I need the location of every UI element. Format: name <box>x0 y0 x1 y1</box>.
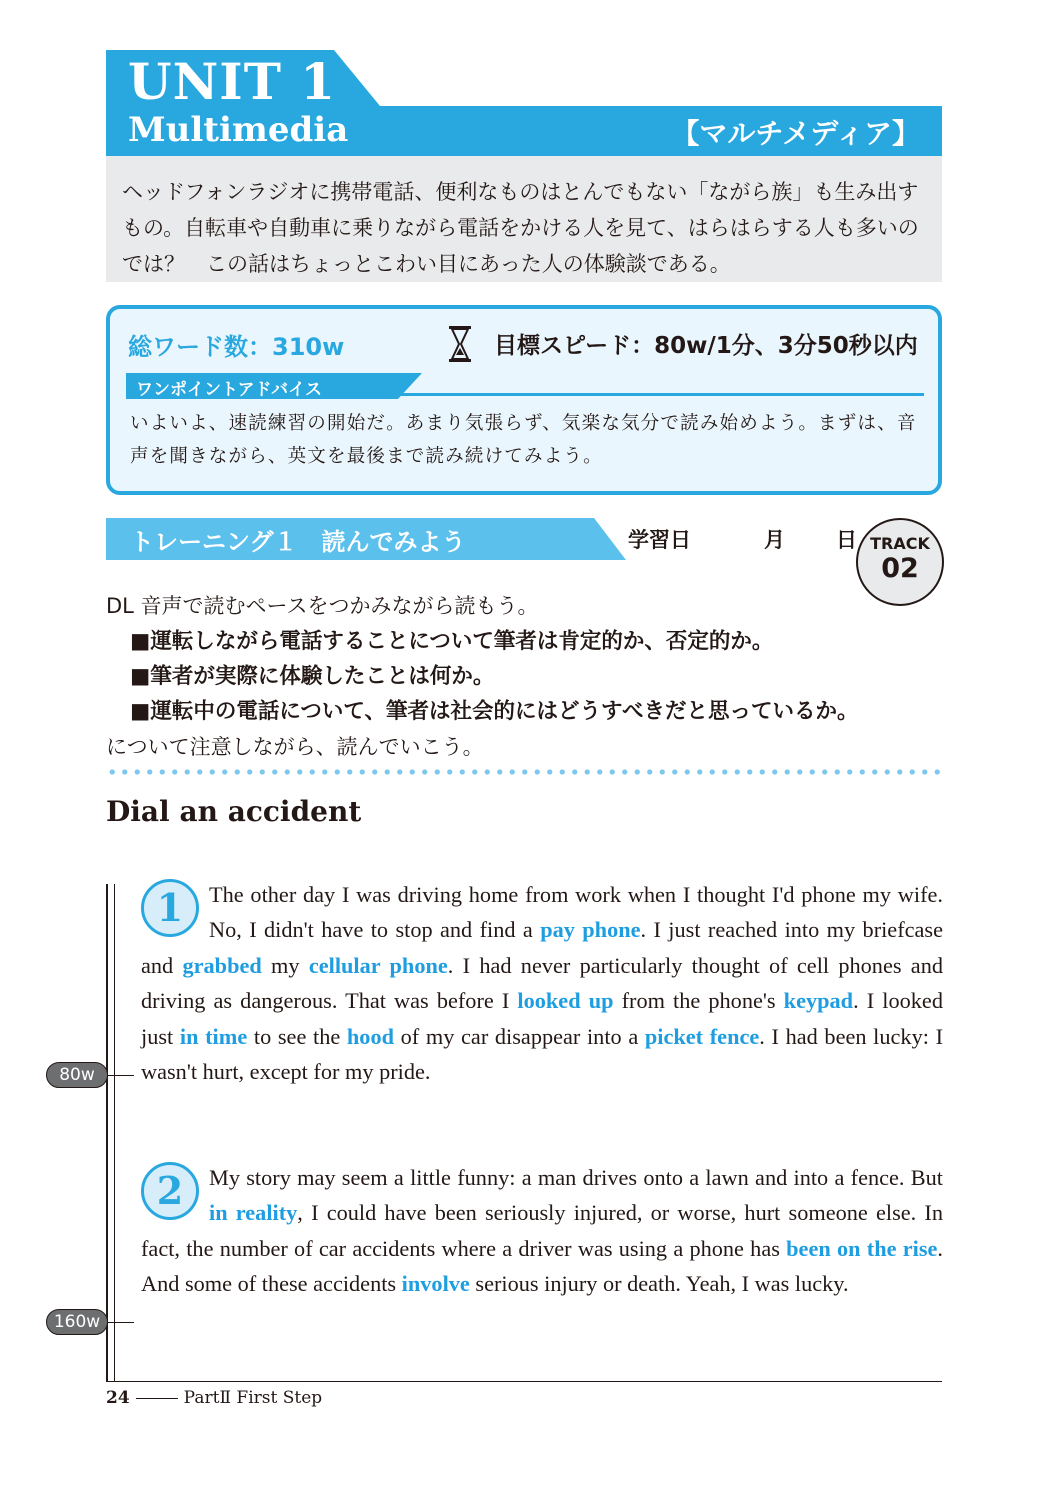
question-1: ■運転しながら電話することについて筆者は肯定的か、否定的か。 <box>130 629 774 654</box>
instruction: DL 音声で読むペースをつかみながら読もう。 <box>106 594 539 618</box>
track-badge <box>856 518 944 606</box>
unit-intro: ヘッドフォンラジオに携帯電話、便利なものはとんでもない「ながら族」も生み出すもの。自転車や自動車に乗りながら電話をかける人を見て、はらはらする人も多いのでは？ この話はちょっとこわい目にあった人の体験談である。 <box>106 156 942 282</box>
advice-label: ワンポイントアドバイス <box>136 380 322 400</box>
paragraph-text-segment: . And some of these accidents <box>141 1235 943 1297</box>
paragraph-text-segment: . I just reached into my briefcase and <box>141 917 943 978</box>
track-number: 02 <box>881 553 919 584</box>
question-3: ■運転中の電話について、筆者は社会的にはどうすべきだと思っているか。 <box>130 699 859 724</box>
word-marker-tick-160 <box>108 1322 134 1323</box>
question-2: ■筆者が実際に体験したことは何か。 <box>130 664 495 689</box>
margin-rule-inner <box>114 884 115 1382</box>
unit-header <box>106 50 942 156</box>
vocabulary-keyword: cellular phone <box>308 952 448 978</box>
story-title: Dial an accident <box>106 795 362 828</box>
paragraph-2 <box>141 1160 943 1302</box>
paragraph-text-segment: from the phone's <box>613 988 784 1014</box>
unit-title: Multimedia <box>128 110 349 150</box>
paragraph-number-1: 1 <box>141 879 199 937</box>
word-marker-160: 160w <box>46 1309 108 1335</box>
vocabulary-keyword: in time <box>179 1023 248 1049</box>
footer-dash <box>136 1398 178 1399</box>
paragraph-1-text <box>141 882 943 1084</box>
footer-rule <box>106 1381 942 1382</box>
paragraph-text-segment: . I looked just <box>141 988 943 1049</box>
hourglass-icon <box>448 325 472 363</box>
word-marker-80: 80w <box>46 1062 108 1088</box>
page-number: 24 <box>106 1388 130 1408</box>
vocabulary-keyword: in reality <box>209 1200 298 1226</box>
paragraph-text-segment: to see the <box>247 1023 347 1049</box>
paragraph-text-segment: My story may seem a little funny: a man drives onto a lawn and into a fence. But <box>209 1165 943 1190</box>
vocabulary-keyword: pay phone <box>540 917 641 943</box>
vocabulary-keyword: looked up <box>517 988 614 1014</box>
paragraph-text-segment: The other day I was driving home from work when I thought I'd phone my wife. No, I didn't have to stop and find a <box>209 882 943 943</box>
margin-rule <box>106 884 108 1382</box>
training-label: トレーニング１ 読んでみよう <box>130 528 466 556</box>
vocabulary-keyword: grabbed <box>182 952 262 978</box>
vocabulary-keyword: involve <box>401 1271 470 1297</box>
paragraph-1 <box>141 877 943 1089</box>
study-date-label: 学習日 <box>628 528 691 552</box>
paragraph-text-segment: my <box>261 952 309 978</box>
paragraph-number-2: 2 <box>141 1162 199 1220</box>
target-speed: 目標スピード：80w/1分、3分50秒以内 <box>494 333 918 359</box>
info-box <box>106 305 942 495</box>
study-month-label: 月 <box>764 528 785 552</box>
vocabulary-keyword: been on the rise <box>786 1235 938 1261</box>
unit-number: UNIT 1 <box>128 52 337 111</box>
footer <box>106 1388 322 1408</box>
paragraph-text-segment: . I had been lucky: I wasn't hurt, except for my pride. <box>141 1023 943 1085</box>
unit-title-japanese: 【マルチメディア】 <box>671 117 920 150</box>
word-count: 総ワード数：310w <box>128 333 345 361</box>
instruction-closing: について注意しながら、読んでいこう。 <box>106 735 484 759</box>
dotted-divider <box>106 768 944 776</box>
word-marker-tick-80 <box>108 1075 134 1076</box>
track-label: TRACK <box>870 534 930 553</box>
vocabulary-keyword: picket fence <box>644 1023 760 1049</box>
study-day-label: 日 <box>836 528 857 552</box>
paragraph-text-segment: , I could have been seriously injured, or worse, hurt someone else. In fact, the number of car accidents where a driver was using a phone has <box>141 1200 943 1261</box>
paragraph-text-segment: serious injury or death. Yeah, I was lucky. <box>469 1271 849 1297</box>
advice-text: いよいよ、速読練習の開始だ。あまり気張らず、気楽な気分で読み始めよう。まずは、音声を聞きながら、英文を最後まで読み続けてみよう。 <box>130 413 917 467</box>
paragraph-text-segment: of my car disappear into a <box>394 1023 645 1049</box>
footer-section: PartⅡ First Step <box>183 1388 323 1408</box>
paragraph-text-segment: . I had never particularly thought of cell phones and driving as dangerous. That was before I <box>141 952 943 1014</box>
paragraph-2-text <box>141 1165 943 1296</box>
vocabulary-keyword: keypad <box>783 988 854 1014</box>
vocabulary-keyword: hood <box>346 1023 394 1049</box>
